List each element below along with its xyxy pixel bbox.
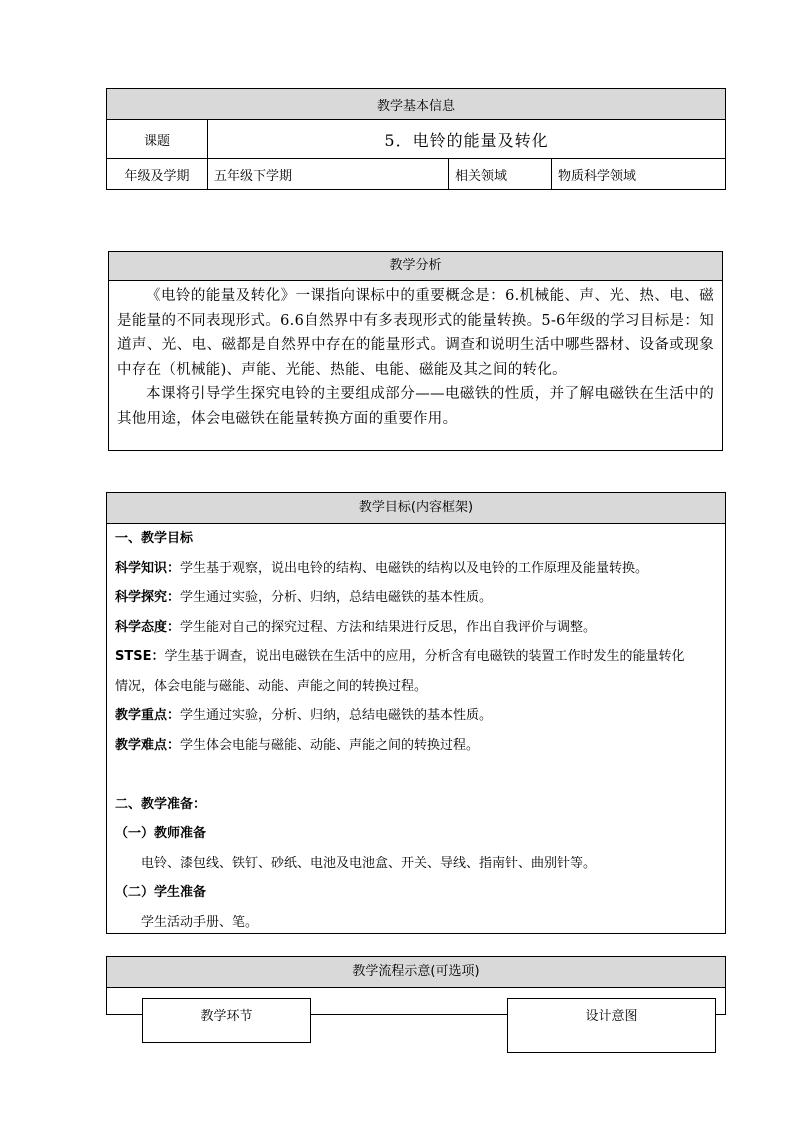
flow-box-teaching-step: 教学环节 [142,998,311,1043]
goals-section [106,492,726,934]
flow-box-design-intent: 设计意图 [507,998,716,1053]
difficult-point: 教学难点：学生体会电能与磁能、动能、声能之间的转换过程。 [115,737,480,753]
flow-header: 教学流程示意(可选项) [107,957,725,988]
goal-stse-continued: 情况，体会电能与磁能、动能、声能之间的转换过程。 [115,678,428,694]
analysis-paragraph-2: 本课将引导学生探究电铃的主要组成部分——电磁铁的性质，并了解电磁铁在生活中的其他用途，体会电磁铁在能量转换方面的重要作用。 [117,386,714,427]
grade-value: 五年级下学期 [208,159,449,190]
goal-stse: STSE：学生基于调查，说出电磁铁在生活中的应用，分析含有电磁铁的装置工作时发生的能量转化 [115,649,685,664]
student-prep-items: 学生活动手册、笔。 [141,914,259,930]
section2-title: 二、教学准备： [115,796,207,812]
topic-label: 课题 [107,120,208,159]
goals-header: 教学目标(内容框架) [107,493,725,524]
teacher-prep-title: （一）教师准备 [115,826,207,841]
goal-knowledge: 科学知识：学生基于观察，说出电铃的结构、电磁铁的结构以及电铃的工作原理及能量转换。 [115,560,649,576]
grade-label: 年级及学期 [107,159,208,190]
basic-info-header: 教学基本信息 [107,89,726,120]
section1-title: 一、教学目标 [115,531,194,546]
field-value: 物质科学领域 [552,159,726,190]
teacher-prep-items: 电铃、漆包线、铁钉、砂纸、电池及电池盒、开关、导线、指南针、曲别针等。 [141,855,597,871]
analysis-paragraph-1: 《电铃的能量及转化》一课指向课标中的重要概念是：6.机械能、声、光、热、电、磁是能量的不同表现形式。6.6自然界中有多表现形式的能量转换。5-6年级的学习目标是：知道声、光、电、磁都是自然界中存在的能量形式。调查和说明生活中哪些器材、设备或现象中存在（机械能)、声能、光能、热能、电能、磁能及其之间的转化。 [117,288,714,378]
analysis-header: 教学分析 [109,252,722,281]
basic-info-table [106,88,726,190]
key-point: 教学重点：学生通过实验，分析、归纳，总结电磁铁的基本性质。 [115,708,493,723]
topic-value: 5．电铃的能量及转化 [208,120,726,159]
goal-inquiry: 科学探究：学生通过实验，分析、归纳，总结电磁铁的基本性质。 [115,590,493,605]
analysis-section [108,251,723,451]
field-label: 相关领域 [449,159,552,190]
student-prep-title: （二）学生准备 [115,885,207,900]
goal-attitude: 科学态度：学生能对自己的探究过程、方法和结果进行反思，作出自我评价与调整。 [115,619,597,635]
